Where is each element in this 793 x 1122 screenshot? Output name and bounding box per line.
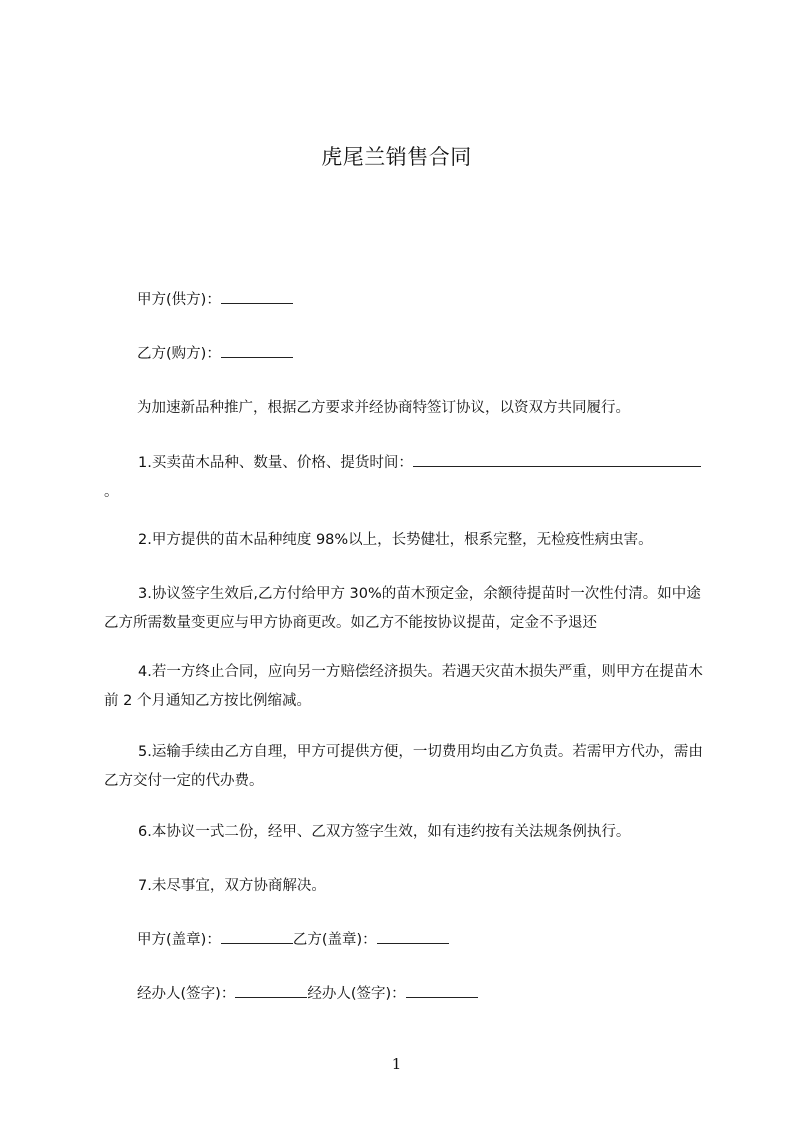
sign-line [104, 980, 704, 1009]
seal-a-blank[interactable] [221, 929, 293, 944]
party-b-line [104, 340, 704, 369]
clause-1 [104, 449, 704, 507]
party-a-label: 甲方(供方)： [137, 292, 221, 308]
clause-1-blank-continued[interactable] [671, 452, 701, 467]
sign-b-label: 经办人(签字)： [307, 986, 406, 1002]
sign-a-label: 经办人(签字)： [137, 986, 236, 1002]
clause-1-text: 1.买卖苗木品种、数量、价格、提货时间： [138, 455, 413, 471]
party-a-line [104, 286, 704, 315]
seal-b-label: 乙方(盖章)： [292, 932, 377, 948]
party-a-blank[interactable] [221, 289, 293, 304]
page-number: 1 [391, 1055, 402, 1073]
clause-1-blank[interactable] [413, 452, 671, 467]
clause-5: 5.运输手续由乙方自理，甲方可提供方便，一切费用均由乙方负责。若需甲方代办，需由乙方交付一定的代办费。 [104, 744, 703, 789]
seal-b-blank[interactable] [377, 929, 449, 944]
clause-4: 4.若一方终止合同，应向另一方赔偿经济损失。若遇天灾苗木损失严重，则甲方在提苗木前 2 个月通知乙方按比例缩减。 [104, 664, 703, 709]
intro-paragraph: 为加速新品种推广，根据乙方要求并经协商特签订协议，以资双方共同履行。 [137, 400, 630, 416]
clause-3: 3.协议签字生效后,乙方付给甲方 30%的苗木预定金，余额待提苗时一次性付清。如中途乙方所需数量变更应与甲方协商更改。如乙方不能按协议提苗，定金不予退还 [104, 586, 701, 631]
sign-a-blank[interactable] [235, 983, 307, 998]
clause-7: 7.未尽事宜，双方协商解决。 [138, 878, 326, 894]
clause-2: 2.甲方提供的苗木品种纯度 98%以上，长势健壮，根系完整，无检疫性病虫害。 [138, 532, 653, 548]
party-b-label: 乙方(购方)： [137, 346, 221, 362]
party-b-blank[interactable] [221, 343, 293, 358]
document-title: 虎尾兰销售合同 [321, 145, 472, 169]
sign-b-blank[interactable] [406, 983, 478, 998]
seal-line [104, 926, 704, 955]
clause-6: 6.本协议一式二份，经甲、乙双方签字生效，如有违约按有关法规条例执行。 [138, 824, 631, 840]
seal-a-label: 甲方(盖章)： [137, 932, 221, 948]
clause-1-end: 。 [104, 484, 119, 500]
